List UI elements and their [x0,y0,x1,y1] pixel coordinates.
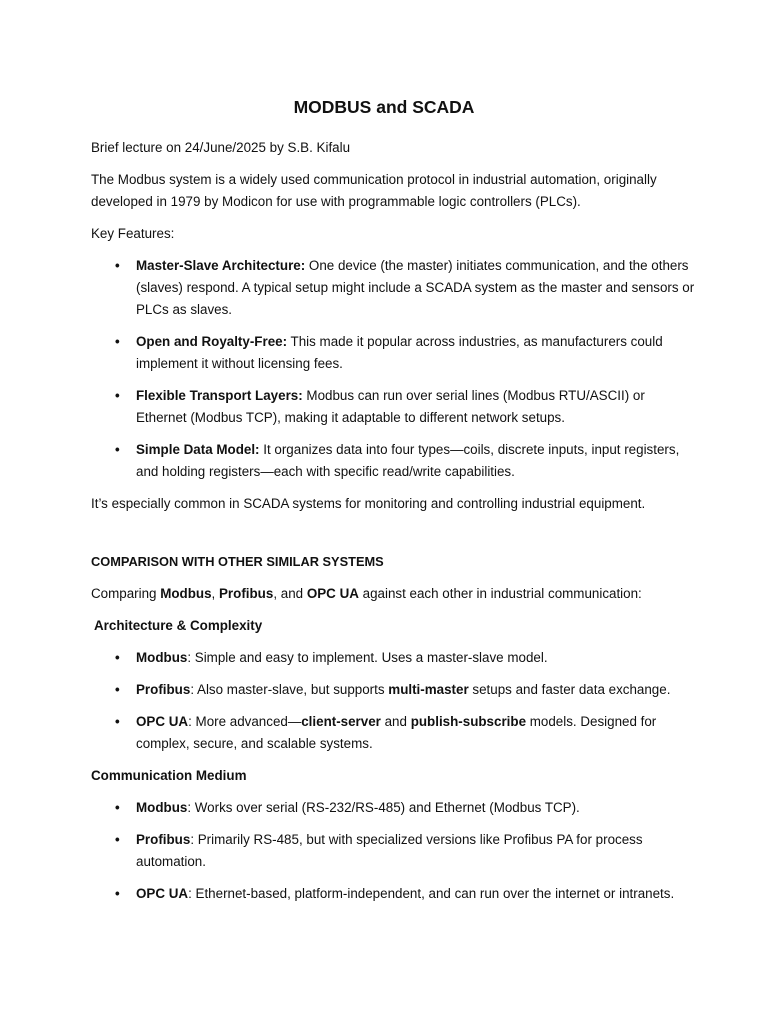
architecture-emphasis: client-server [301,714,381,729]
bullet-icon: • [115,800,120,815]
architecture-text: : More advanced— [188,714,302,729]
feature-term: Flexible Transport Layers: [136,388,303,403]
bullet-icon: • [115,886,120,901]
list-item [115,647,698,669]
intro-paragraph: The Modbus system is a widely used communication protocol in industrial automation, originally developed in 1979 by Modicon for use with programmable logic controllers (PLCs). [91,172,657,209]
medium-list [91,797,698,905]
feature-text: It organizes data into four types—coils, discrete inputs, input registers, and holding registers—each with specific read/write capabilities. [136,442,680,479]
medium-heading: Communication Medium [91,768,247,783]
architecture-emphasis: publish-subscribe [410,714,527,729]
medium-text: : Primarily RS-485, but with specialized versions like Profibus PA for process automation. [136,832,643,869]
feature-text: Modbus can run over serial lines (Modbus RTU/ASCII) or Ethernet (Modbus TCP), making it adaptable to different network setups. [136,388,645,425]
architecture-list [91,647,698,755]
architecture-text: setups and faster data exchange. [468,682,671,697]
medium-term: OPC UA [136,886,189,901]
feature-term: Master-Slave Architecture: [136,258,306,273]
bullet-icon: • [115,832,120,847]
bullet-icon: • [115,442,120,457]
architecture-term: Modbus [136,650,188,665]
comparison-intro-sep: , [211,586,219,601]
architecture-text: models. Designed for complex, secure, and scalable systems. [136,714,657,751]
architecture-emphasis: multi-master [388,682,469,697]
comparison-intro-suffix: against each other in industrial communication: [358,586,642,601]
bullet-icon: • [115,650,120,665]
comparison-intro-prefix: Comparing [91,586,161,601]
comparison-intro-opcua: OPC UA [306,586,359,601]
feature-term: Simple Data Model: [136,442,260,457]
byline: Brief lecture on 24/June/2025 by S.B. Kifalu [91,140,351,155]
feature-term: Open and Royalty-Free: [136,334,288,349]
features-list [91,255,698,483]
comparison-intro-profibus: Profibus [219,586,274,601]
architecture-text: : Also master-slave, but supports [190,682,389,697]
architecture-text: : Simple and easy to implement. Uses a master-slave model. [187,650,548,665]
comparison-intro-sep: , and [273,586,307,601]
list-item [115,829,698,873]
architecture-text: and [380,714,411,729]
scada-note: It’s especially common in SCADA systems for monitoring and controlling industrial equipment. [91,496,646,511]
list-item [115,439,698,483]
bullet-icon: • [115,714,120,729]
list-item [115,711,698,755]
medium-term: Profibus [136,832,191,847]
comparison-heading: COMPARISON WITH OTHER SIMILAR SYSTEMS [91,554,384,569]
feature-text: One device (the master) initiates communication, and the others (slaves) respond. A typical setup might include a SCADA system as the master and sensors or PLCs as slaves. [136,258,695,317]
list-item [115,883,698,905]
architecture-heading: Architecture & Complexity [94,618,263,633]
feature-text: This made it popular across industries, as manufacturers could implement it without licensing fees. [136,334,663,371]
document-title: MODBUS and SCADA [293,97,475,117]
list-item [115,331,698,375]
bullet-icon: • [115,258,120,273]
list-item [115,797,698,819]
list-item [115,255,698,321]
architecture-term: OPC UA [136,714,189,729]
bullet-icon: • [115,334,120,349]
bullet-icon: • [115,388,120,403]
list-item [115,679,698,701]
section-spacer [91,525,698,551]
medium-text: : Works over serial (RS-232/RS-485) and Ethernet (Modbus TCP). [187,800,580,815]
architecture-term: Profibus [136,682,191,697]
comparison-intro [91,583,698,605]
key-features-label: Key Features: [91,226,175,241]
medium-term: Modbus [136,800,188,815]
list-item [115,385,698,429]
medium-text: : Ethernet-based, platform-independent, and can run over the internet or intranets. [188,886,675,901]
bullet-icon: • [115,682,120,697]
comparison-intro-modbus: Modbus [160,586,212,601]
